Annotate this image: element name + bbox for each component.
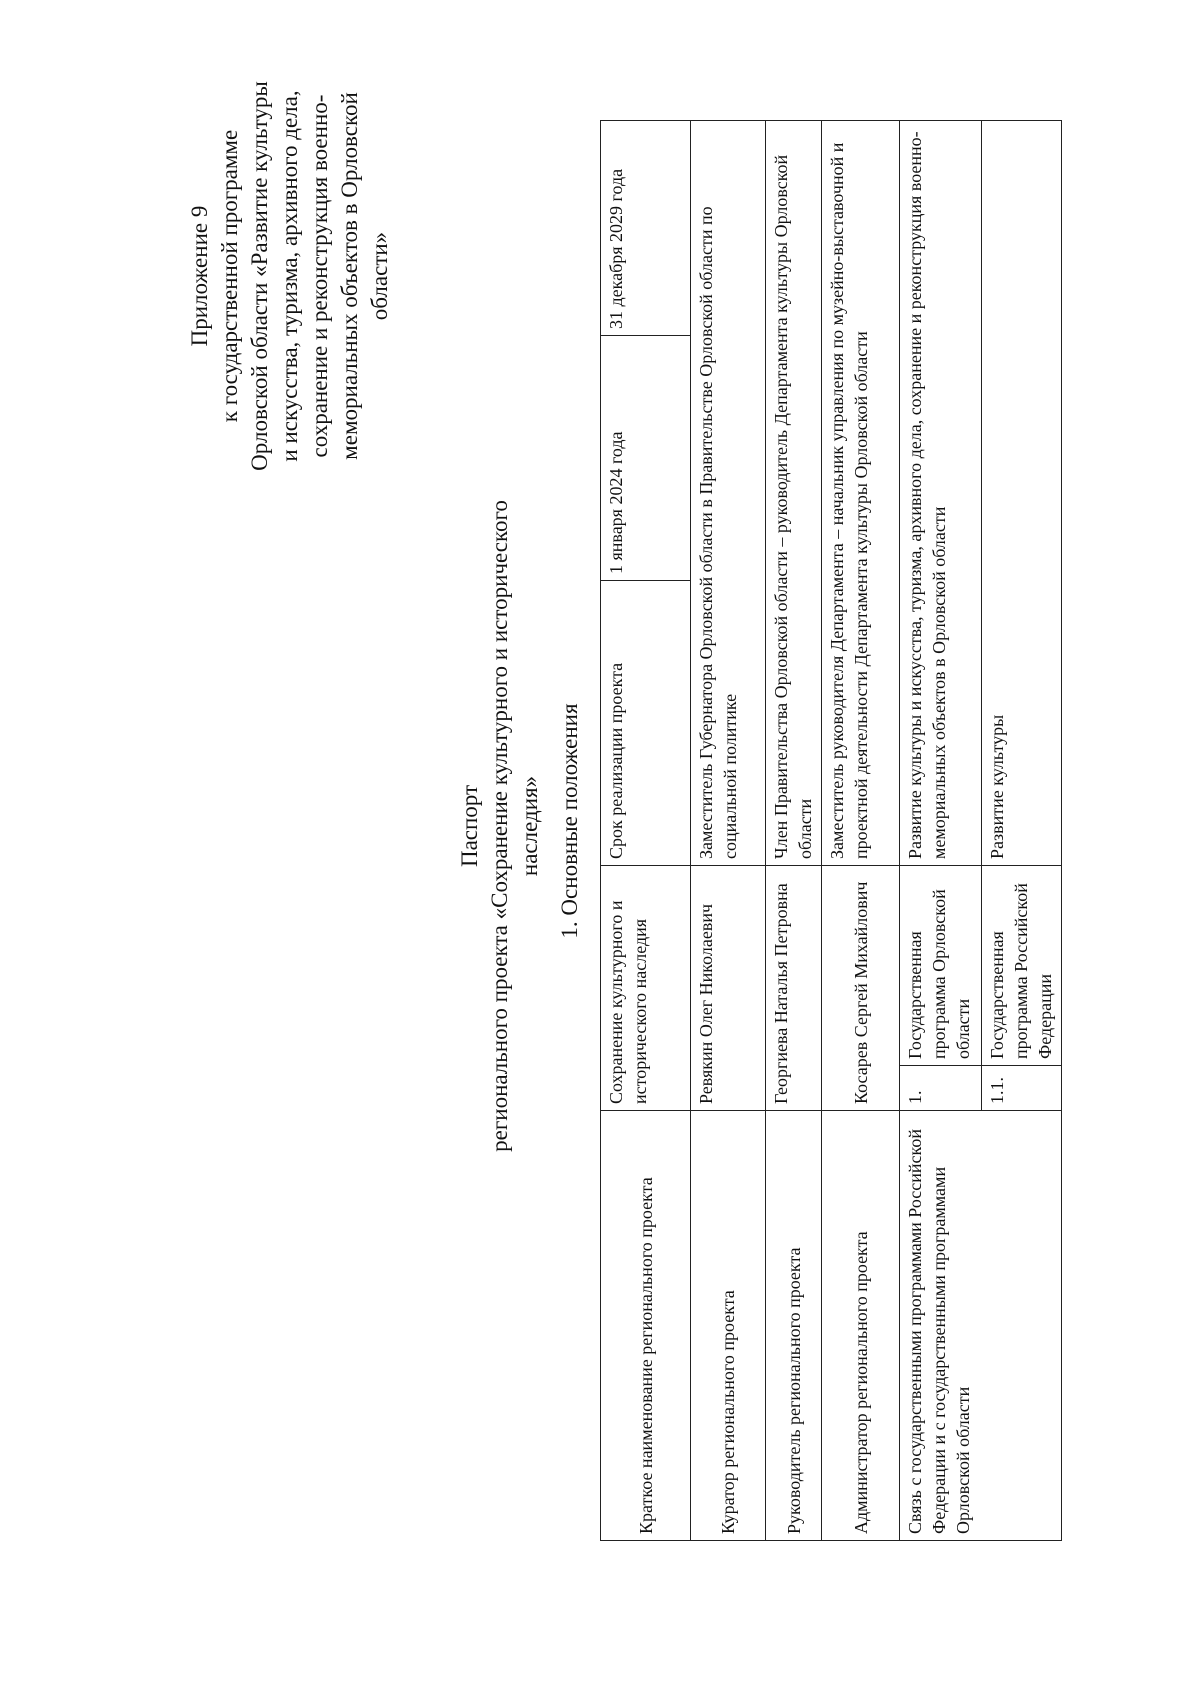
table-row-head <box>766 120 822 1540</box>
admin-position: Заместитель руководителя Департамента – начальник управления по музейно-выставочной и проектной деятельности Департамента культуры Орловской области <box>822 120 900 865</box>
appendix-line: области» <box>367 231 392 321</box>
section-title: 1. Основные положения <box>557 703 582 939</box>
link-program-name: Развитие культуры и искусства, туризма, архивного дела, сохранение и реконструкция военно-мемориальных объектов в Орловской области <box>900 120 982 865</box>
period-label: Срок реализации проекта <box>601 580 691 865</box>
passport-title <box>455 466 545 1186</box>
link-program-name: Развитие культуры <box>982 120 1062 865</box>
appendix-line: сохранение и реконструкция военно- <box>307 94 332 458</box>
row-label: Краткое наименование регионального проекта <box>601 1111 691 1541</box>
link-program-type: Государственная программа Орловской области <box>900 865 982 1065</box>
table-row-curator <box>691 120 766 1540</box>
period-end: 31 декабря 2029 года <box>601 120 691 335</box>
link-program-type: Государственная программа Российской Федерации <box>982 865 1062 1065</box>
project-short-name: Сохранение культурного и исторического наследия <box>601 865 691 1110</box>
appendix-line: мемориальных объектов в Орловской <box>337 92 362 460</box>
curator-position: Заместитель Губернатора Орловской области в Правительстве Орловской области по социальной политике <box>691 120 766 865</box>
appendix-line: и искусства, туризма, архивного дела, <box>277 90 302 462</box>
appendix-line: к государственной программе <box>217 129 242 423</box>
appendix-line: Орловской области «Развитие культуры <box>247 81 272 471</box>
head-name: Георгиева Наталья Петровна <box>766 865 822 1110</box>
link-number: 1. <box>900 1066 982 1111</box>
period-start: 1 января 2024 года <box>601 335 691 580</box>
row-label: Куратор регионального проекта <box>691 1111 766 1541</box>
link-number: 1.1. <box>982 1066 1062 1111</box>
head-position: Член Правительства Орловской области – руководитель Департамента культуры Орловской области <box>766 120 822 865</box>
table-row-short-name <box>601 120 691 1540</box>
row-label: Связь с государственными программами Российской Федерации и с государственными программами Орловской области <box>900 1111 1062 1541</box>
passport-table <box>600 120 1062 1541</box>
passport-heading: Паспорт <box>457 784 482 868</box>
row-label: Руководитель регионального проекта <box>766 1111 822 1541</box>
admin-name: Косарев Сергей Михайлович <box>822 865 900 1110</box>
row-label: Администратор регионального проекта <box>822 1111 900 1541</box>
appendix-line: Приложение 9 <box>187 205 212 347</box>
table-row-admin <box>822 120 900 1540</box>
table-row-link-1 <box>900 120 982 1540</box>
appendix-header <box>185 46 395 506</box>
curator-name: Ревякин Олег Николаевич <box>691 865 766 1110</box>
passport-subheading: регионального проекта «Сохранение культурного и исторического наследия» <box>487 500 542 1152</box>
